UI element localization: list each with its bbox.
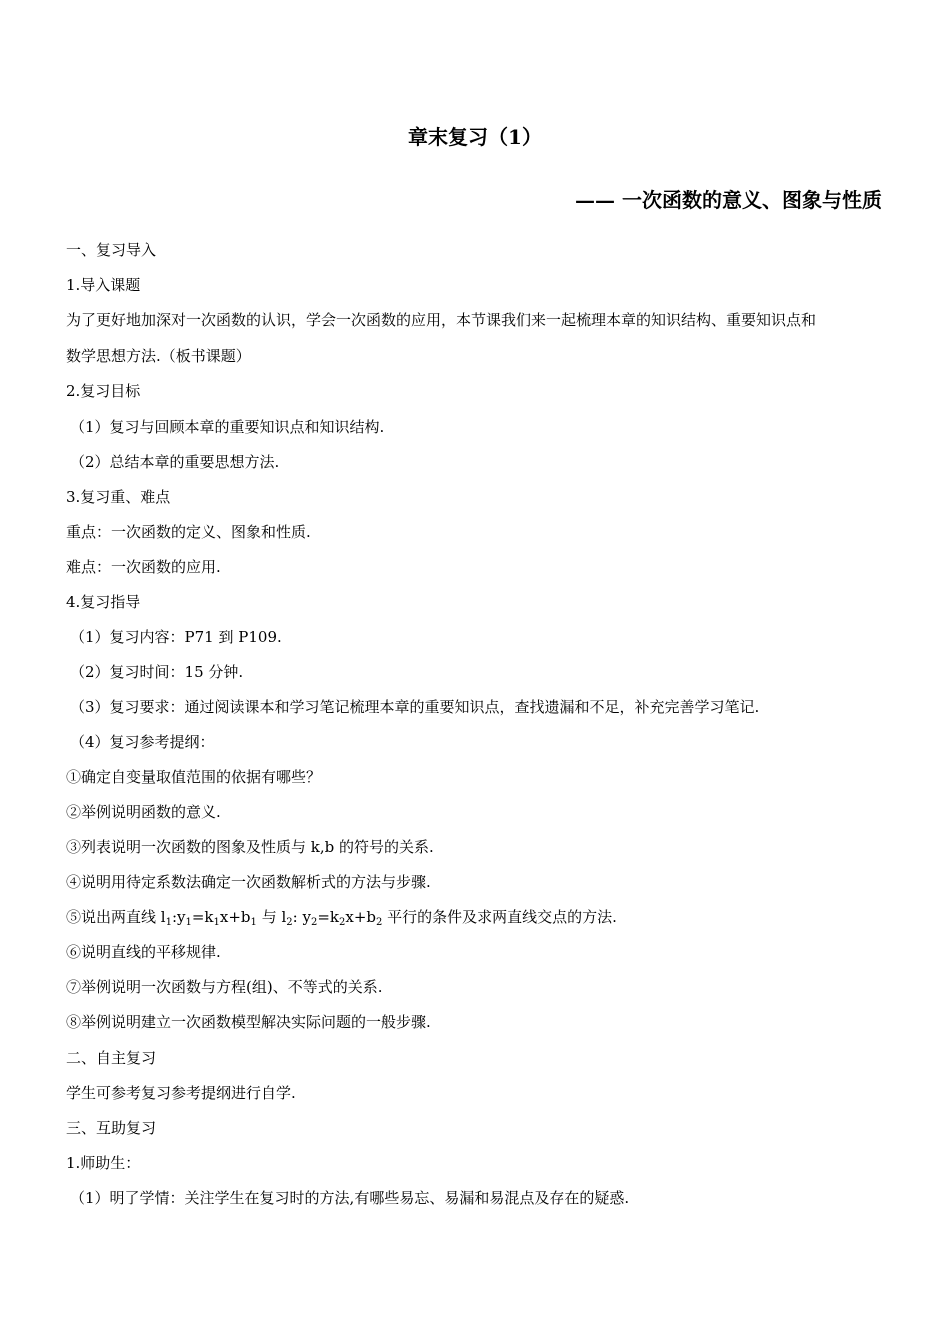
outline-item: ②举例说明函数的意义. (66, 803, 221, 821)
subscript: 2 (376, 917, 383, 928)
key-point: 重点：一次函数的定义、图象和性质. (66, 523, 311, 541)
paragraph-self-review: 学生可参考复习参考提纲进行自学. (66, 1084, 296, 1102)
subscript: 1 (185, 917, 192, 928)
subheading-teacher-help: 1.师助生： (66, 1154, 141, 1172)
outline-item: ④说明用待定系数法确定一次函数解析式的方法与步骤. (66, 873, 431, 891)
subscript: 1 (250, 917, 257, 928)
formula-text: ⑤说出两直线 l (66, 908, 166, 926)
outline-item: ③列表说明一次函数的图象及性质与 k,b 的符号的关系. (66, 838, 434, 856)
guidance-item: （1）复习内容：P71 到 P109. (70, 628, 282, 646)
formula-text: 与 l (256, 908, 287, 926)
subheading-guidance: 4.复习指导 (66, 593, 141, 611)
formula-text: x+b (345, 908, 376, 926)
paragraph-intro: 为了更好地加深对一次函数的认识，学会一次函数的应用，本节课我们来一起梳理本章的知识结构、重要知识点和 (66, 311, 817, 329)
subscript: 2 (286, 917, 293, 928)
formula-text: :y (171, 908, 186, 926)
teacher-help-item: （1）明了学情：关注学生在复习时的方法,有哪些易忘、易漏和易混点及存在的疑惑. (70, 1189, 630, 1207)
section-heading-3: 三、互助复习 (66, 1119, 157, 1137)
guidance-item: （2）复习时间：15 分钟. (70, 663, 244, 681)
subheading-goals: 2.复习目标 (66, 382, 141, 400)
section-heading-1: 一、复习导入 (66, 241, 157, 259)
formula-text: 平行的条件及求两直线交点的方法. (382, 908, 617, 926)
subheading-key-points: 3.复习重、难点 (66, 488, 171, 506)
subheading-intro: 1.导入课题 (66, 276, 141, 294)
goal-item: （1）复习与回顾本章的重要知识点和知识结构. (70, 418, 385, 436)
formula-text: x+b (219, 908, 251, 926)
difficult-point: 难点：一次函数的应用. (66, 558, 221, 576)
subscript: 1 (165, 917, 172, 928)
outline-item: ⑦举例说明一次函数与方程(组)、不等式的关系. (66, 978, 383, 996)
guidance-item: （4）复习参考提纲： (70, 733, 215, 751)
goal-item: （2）总结本章的重要思想方法. (70, 453, 280, 471)
outline-item-formula (66, 906, 617, 927)
formula-text: : y (292, 908, 311, 926)
outline-item: ⑧举例说明建立一次函数模型解决实际问题的一般步骤. (66, 1013, 431, 1031)
formula-text: =k (191, 908, 214, 926)
formula-text: =k (317, 908, 339, 926)
subscript: 2 (338, 917, 346, 928)
outline-item: ⑥说明直线的平移规律. (66, 943, 221, 961)
subscript: 1 (213, 917, 220, 928)
section-heading-2: 二、自主复习 (66, 1049, 157, 1067)
paragraph-intro-cont: 数学思想方法.（板书课题） (66, 347, 251, 365)
subscript: 2 (310, 917, 318, 928)
outline-item: ①确定自变量取值范围的依据有哪些？ (66, 768, 322, 786)
page-subtitle: —— 一次函数的意义、图象与性质 (575, 188, 882, 212)
page-title: 章末复习（1） (408, 125, 542, 149)
guidance-item: （3）复习要求：通过阅读课本和学习笔记梳理本章的重要知识点，查找遗漏和不足，补充完善学习笔记. (70, 698, 760, 716)
